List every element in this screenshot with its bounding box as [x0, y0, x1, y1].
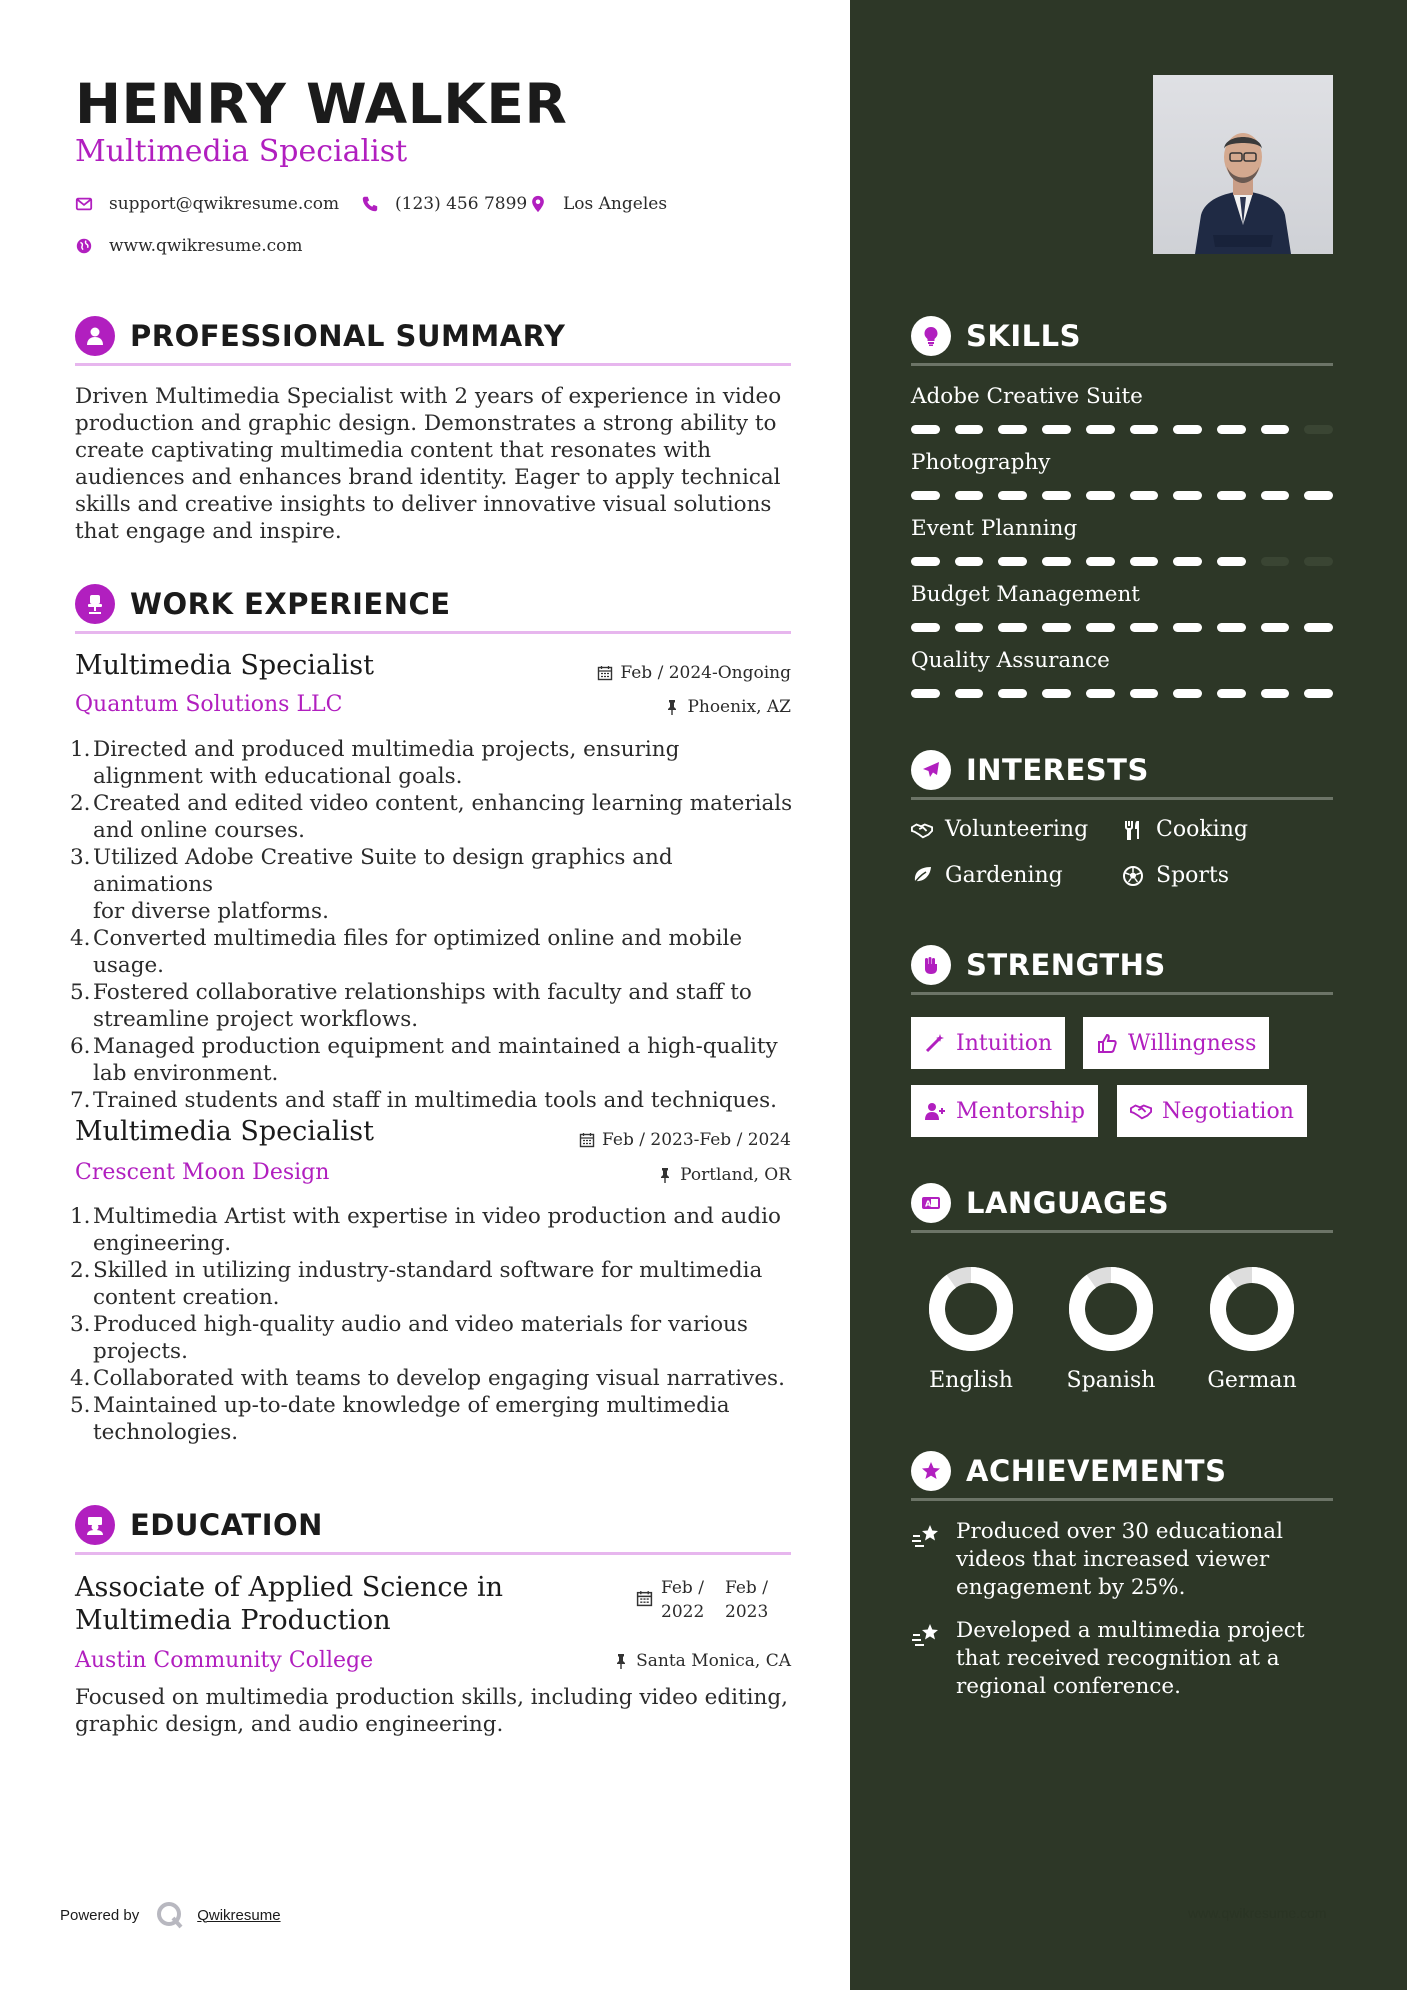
pushpin-icon	[613, 1653, 629, 1669]
utensils-icon	[1122, 819, 1144, 841]
job-dates-text: Feb / 2024-Ongoing	[620, 663, 791, 683]
skill-segment	[1130, 425, 1159, 434]
map-pin-icon	[529, 195, 547, 213]
skill-segment	[911, 491, 940, 500]
list-item: 3. Utilized Adobe Creative Suite to design graphics and animations for diverse platforms.	[70, 845, 673, 924]
powered-by	[60, 1900, 281, 1930]
globe-icon	[75, 237, 93, 255]
languages-title: LANGUAGES	[966, 1185, 1170, 1220]
language-name: Spanish	[1066, 1368, 1156, 1393]
skill-segment	[1086, 557, 1115, 566]
skill-segment	[1304, 491, 1333, 500]
job-title: Multimedia Specialist	[75, 1116, 374, 1147]
list-item: 4. Collaborated with teams to develop engaging visual narratives.	[70, 1366, 785, 1391]
job-bullets	[70, 736, 799, 1114]
skill-segment	[1130, 689, 1159, 698]
strength-chip: Mentorship	[911, 1085, 1098, 1137]
thumbs-up-icon	[1096, 1032, 1118, 1054]
skill-segment	[1261, 623, 1290, 632]
education-location	[613, 1651, 791, 1671]
skill-segment	[1304, 623, 1333, 632]
experience-header	[75, 576, 791, 634]
phone-contact[interactable]	[361, 194, 527, 214]
degree-title	[75, 1571, 515, 1637]
shooting-star-icon	[911, 1522, 941, 1550]
skill-segment	[1130, 557, 1159, 566]
skill-segment	[1217, 557, 1246, 566]
job-location	[657, 1165, 791, 1185]
donut-fill	[1077, 1275, 1145, 1343]
job-company: Quantum Solutions LLC	[75, 692, 343, 717]
qwikresume-logo	[155, 1900, 185, 1930]
candidate-role: Multimedia Specialist	[75, 134, 408, 169]
skill-segment	[911, 557, 940, 566]
skill-segment	[955, 425, 984, 434]
interest-item: Sports	[1122, 863, 1229, 888]
summary-header	[75, 308, 791, 366]
qwikresume-link[interactable]: Qwikresume	[197, 1906, 281, 1924]
user-icon	[75, 316, 115, 356]
job-location-text: Phoenix, AZ	[687, 697, 791, 717]
phone-icon	[361, 195, 379, 213]
skill-segment	[998, 425, 1027, 434]
experience-title: WORK EXPERIENCE	[130, 586, 451, 621]
skill-segment	[1217, 491, 1246, 500]
email-text: support@qwikresume.com	[109, 194, 340, 214]
skills-header	[911, 308, 1333, 366]
calendar-icon	[597, 665, 613, 681]
summary-line: audiences and enhances brand identity. Eager to apply technical	[75, 465, 781, 490]
leaf-icon	[911, 865, 933, 887]
candidate-name: HENRY WALKER	[75, 72, 568, 136]
interest-item: Cooking	[1122, 817, 1248, 842]
office-chair-icon	[75, 584, 115, 624]
skill-segment	[1261, 557, 1290, 566]
skill-segment	[911, 689, 940, 698]
language-name: German	[1207, 1368, 1297, 1393]
start-date: Feb / 2022	[661, 1578, 705, 1622]
donut-fill	[1218, 1275, 1286, 1343]
job-location	[664, 697, 791, 717]
user-plus-icon	[924, 1100, 946, 1122]
skill-name: Quality Assurance	[911, 648, 1110, 673]
achievement-item: Produced over 30 educational videos that increased viewer engagement by 25%.	[911, 1518, 1333, 1602]
job-company: Crescent Moon Design	[75, 1160, 330, 1185]
shooting-star-icon	[911, 1621, 941, 1649]
skill-segment	[998, 557, 1027, 566]
powered-by-label: Powered by	[60, 1906, 140, 1924]
skill-segment	[1304, 557, 1333, 566]
magic-wand-icon	[924, 1032, 946, 1054]
list-item: 1. Multimedia Artist with expertise in video production and audio engineering.	[70, 1204, 781, 1256]
profile-photo	[1153, 75, 1333, 254]
envelope-icon	[75, 195, 93, 213]
summary-line: production and graphic design. Demonstrates a strong ability to	[75, 411, 777, 436]
language-name: English	[929, 1368, 1013, 1393]
skill-segment	[1173, 557, 1202, 566]
education-title: EDUCATION	[130, 1507, 323, 1542]
skill-level-bar	[911, 557, 1333, 566]
achievements-title: ACHIEVEMENTS	[966, 1453, 1227, 1488]
skill-segment	[1173, 623, 1202, 632]
skill-segment	[1304, 689, 1333, 698]
calendar-icon	[579, 1132, 595, 1148]
website-contact[interactable]	[75, 236, 303, 256]
lightbulb-icon	[911, 316, 951, 356]
list-item: 3. Produced high-quality audio and video materials for various projects.	[70, 1312, 748, 1364]
education-description: Focused on multimedia production skills, including video editing, graphic design, and audio engineering.	[75, 1685, 788, 1737]
skill-name: Event Planning	[911, 516, 1078, 541]
svg-text:A: A	[925, 1199, 932, 1208]
footer-website[interactable]: www.qwikresume.com	[1188, 1905, 1327, 1921]
skill-segment	[1086, 689, 1115, 698]
degree-line: Associate of Applied Science in	[75, 1572, 504, 1603]
skill-segment	[1130, 623, 1159, 632]
summary-title: PROFESSIONAL SUMMARY	[130, 318, 566, 353]
list-item: 2. Skilled in utilizing industry-standard software for multimedia content creation.	[70, 1258, 763, 1310]
skill-segment	[911, 623, 940, 632]
list-item: 5. Fostered collaborative relationships with faculty and staff to streamline project workflows.	[70, 980, 752, 1032]
school-name: Austin Community College	[75, 1648, 374, 1673]
skill-segment	[1086, 491, 1115, 500]
handshake-icon	[911, 819, 933, 841]
job-title: Multimedia Specialist	[75, 650, 374, 681]
skill-segment	[1042, 623, 1071, 632]
skill-segment	[1173, 491, 1202, 500]
job-dates	[597, 663, 791, 683]
skill-segment	[955, 491, 984, 500]
summary-line: that engage and inspire.	[75, 519, 342, 544]
strength-chip: Negotiation	[1117, 1085, 1307, 1137]
calendar-icon	[636, 1590, 653, 1607]
skill-segment	[1042, 491, 1071, 500]
skill-segment	[1086, 425, 1115, 434]
skill-segment	[911, 425, 940, 434]
interest-item: Volunteering	[911, 817, 1088, 842]
skill-segment	[1217, 425, 1246, 434]
skill-segment	[955, 623, 984, 632]
phone-text: (123) 456 7899	[395, 194, 528, 214]
skill-level-bar	[911, 425, 1333, 434]
skill-segment	[1130, 491, 1159, 500]
language-level-donut	[1209, 1266, 1295, 1352]
strengths-header	[911, 937, 1333, 995]
skill-segment	[1042, 425, 1071, 434]
skill-segment	[1261, 689, 1290, 698]
location-text: Los Angeles	[563, 194, 668, 214]
skill-segment	[1086, 623, 1115, 632]
skill-name: Budget Management	[911, 582, 1140, 607]
skill-segment	[1304, 425, 1333, 434]
strength-chip: Intuition	[911, 1017, 1065, 1069]
location-contact	[529, 194, 667, 214]
skill-segment	[955, 689, 984, 698]
summary-line: skills and creative insights to deliver innovative visual solutions	[75, 492, 772, 517]
skill-segment	[1217, 689, 1246, 698]
interest-item: Gardening	[911, 863, 1063, 888]
language-level-donut	[1068, 1266, 1154, 1352]
soccer-ball-icon	[1122, 865, 1144, 887]
strengths-title: STRENGTHS	[966, 947, 1166, 982]
handshake-icon	[1130, 1100, 1152, 1122]
job-dates	[579, 1130, 791, 1150]
raised-fist-icon	[911, 945, 951, 985]
pushpin-icon	[657, 1167, 673, 1183]
languages-header	[911, 1175, 1333, 1233]
donut-fill	[937, 1275, 1005, 1343]
end-date: Feb / 2023	[725, 1578, 769, 1622]
education-header	[75, 1497, 791, 1555]
summary-line: Driven Multimedia Specialist with 2 years of experience in video	[75, 384, 782, 409]
achievements-header	[911, 1443, 1333, 1501]
skill-segment	[955, 557, 984, 566]
star-badge-icon	[911, 1451, 951, 1491]
skill-level-bar	[911, 623, 1333, 632]
website-text: www.qwikresume.com	[109, 236, 303, 256]
interests-header	[911, 742, 1333, 800]
achievement-item: Developed a multimedia project that received recognition at a regional conference.	[911, 1617, 1333, 1701]
pushpin-icon	[664, 699, 680, 715]
skill-segment	[998, 689, 1027, 698]
skill-segment	[1217, 623, 1246, 632]
skill-level-bar	[911, 689, 1333, 698]
email-contact[interactable]	[75, 194, 339, 214]
list-item: 2. Created and edited video content, enhancing learning materials and online courses.	[70, 791, 793, 843]
list-item: 5. Maintained up-to-date knowledge of emerging multimedia technologies.	[70, 1393, 730, 1445]
skill-segment	[1042, 689, 1071, 698]
language-level-donut	[928, 1266, 1014, 1352]
job-bullets	[70, 1203, 799, 1446]
summary-line: create captivating multimedia content that resonates with	[75, 438, 712, 463]
skill-segment	[1042, 557, 1071, 566]
skill-name: Adobe Creative Suite	[911, 384, 1143, 409]
list-item: 6. Managed production equipment and maintained a high-quality lab environment.	[70, 1034, 778, 1086]
strength-chip: Willingness	[1083, 1017, 1269, 1069]
graduate-icon	[75, 1505, 115, 1545]
paper-plane-icon	[911, 750, 951, 790]
skill-name: Photography	[911, 450, 1051, 475]
education-location-text: Santa Monica, CA	[636, 1651, 791, 1671]
interests-title: INTERESTS	[966, 752, 1149, 787]
skill-segment	[1261, 491, 1290, 500]
skill-segment	[1173, 425, 1202, 434]
summary-text	[75, 383, 791, 545]
skill-segment	[1261, 425, 1290, 434]
list-item: 7. Trained students and staff in multimedia tools and techniques.	[70, 1088, 778, 1113]
job-location-text: Portland, OR	[680, 1165, 791, 1185]
list-item: 1. Directed and produced multimedia projects, ensuring alignment with educational goals.	[70, 737, 680, 789]
skill-segment	[1173, 689, 1202, 698]
skills-title: SKILLS	[966, 318, 1081, 353]
degree-line: Multimedia Production	[75, 1605, 391, 1636]
skill-segment	[998, 491, 1027, 500]
education-dates	[636, 1576, 789, 1624]
translate-icon	[911, 1183, 951, 1223]
list-item: 4. Converted multimedia files for optimized online and mobile usage.	[70, 926, 743, 978]
job-dates-text: Feb / 2023-Feb / 2024	[602, 1130, 791, 1150]
skill-segment	[998, 623, 1027, 632]
skill-level-bar	[911, 491, 1333, 500]
